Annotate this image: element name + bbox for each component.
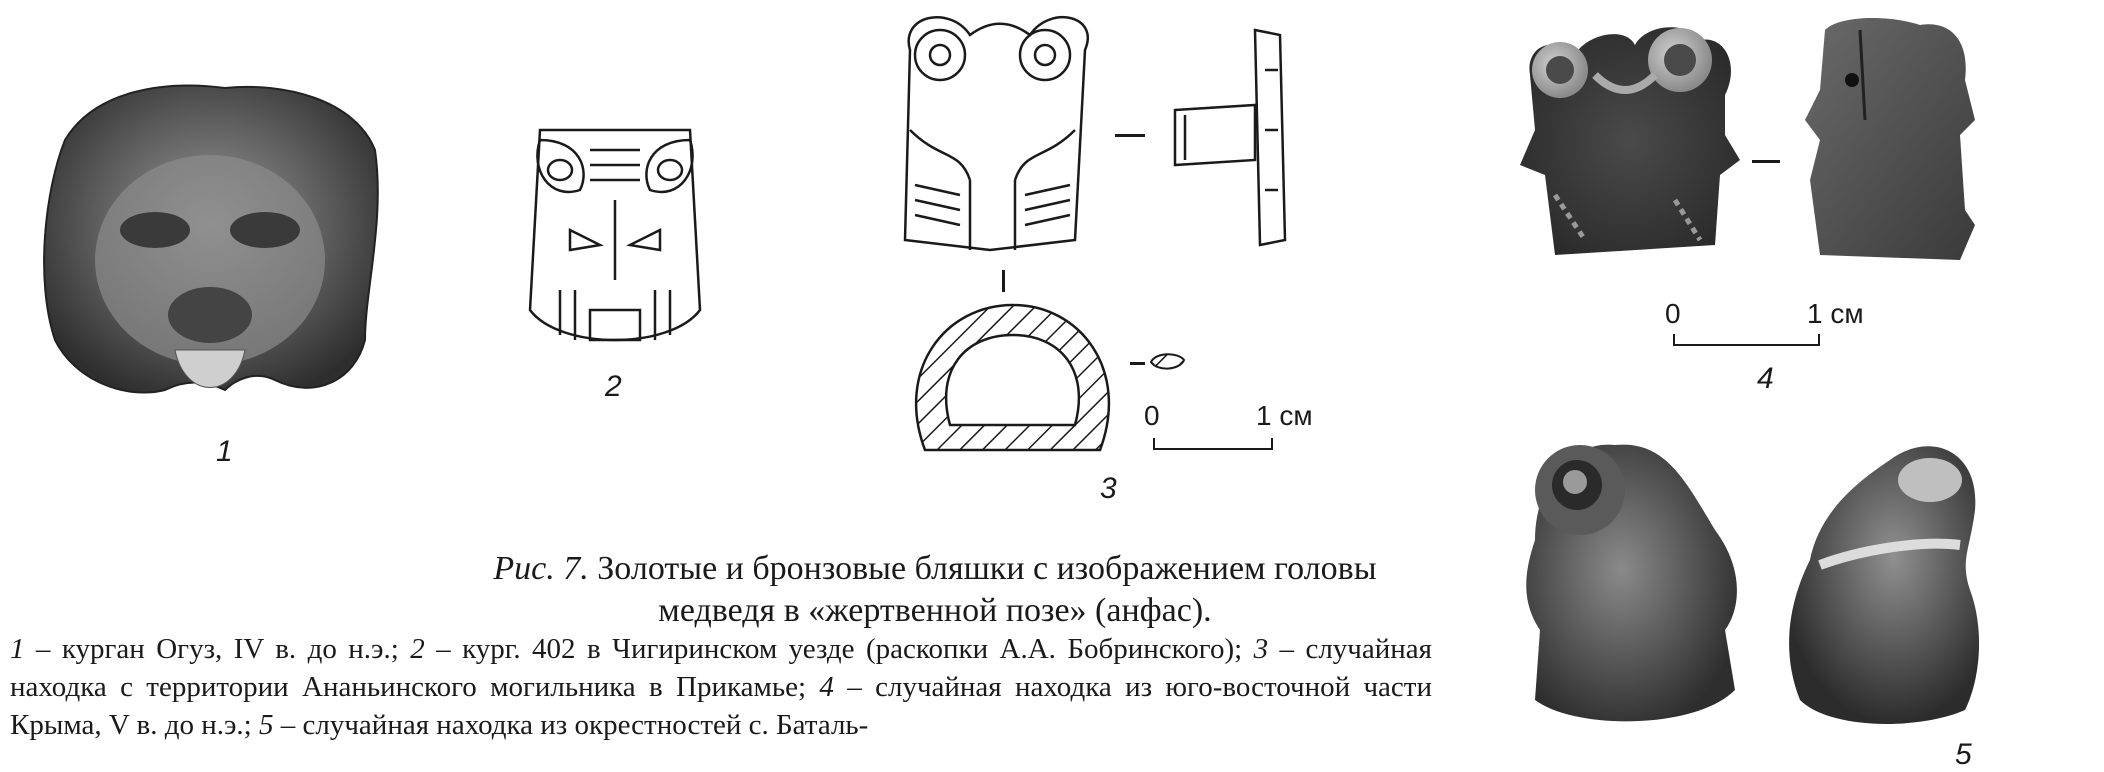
figure-number-4: 4 (1757, 362, 1774, 395)
scale-b-bar (1673, 344, 1820, 346)
figure-1-bear-head-plaque (35, 80, 385, 415)
scale-a-zero: 0 (1144, 400, 1160, 431)
scale-b-one: 1 см (1807, 298, 1864, 329)
figure-3-front-view (880, 10, 1100, 260)
figure-3-cross-section (905, 300, 1120, 460)
scale-b-tick-left (1673, 334, 1675, 346)
caption-item-number: 5 (259, 709, 274, 741)
caption-item-number: 4 (819, 671, 834, 703)
scale-a-bar (1153, 448, 1273, 450)
figure-4-photo-front (1515, 15, 1745, 265)
caption-item-number: 2 (410, 633, 425, 665)
caption-item-text: – курган Огуз, IV в. до н.э.; (24, 633, 411, 665)
figure-caption-title (455, 548, 1415, 632)
figure-2-line-drawing-plaque (520, 110, 710, 360)
caption-item-text: – случайная находка из окрестностей с. Баталь- (273, 709, 869, 741)
figure-caption-body (10, 630, 1432, 744)
figure-4-photo-side (1800, 10, 1980, 265)
scale-a-one: 1 см (1256, 400, 1313, 431)
caption-title-text: Золотые и бронзовые бляшки с изображением головы медведя в «жертвенной позе» (анфас). (588, 550, 1377, 629)
figure-number-5: 5 (1955, 738, 1972, 771)
figure-3-dash-2 (1002, 270, 1005, 292)
scale-b-tick-right (1818, 334, 1820, 346)
caption-item-text: – кург. 402 в Чигиринском уезде (раскопки А.А. Бобринского); (424, 633, 1254, 665)
figure-number-1: 1 (216, 435, 233, 468)
scale-b-zero: 0 (1665, 298, 1681, 329)
figure-3-dash-1 (1115, 134, 1145, 137)
figure-4-dash (1752, 160, 1780, 163)
figure-3-small-section (1148, 350, 1188, 375)
figure-number-3: 3 (1100, 472, 1117, 505)
caption-item-text: – случайная находка из юго-восточной части Крыма, V в. до н.э.; (10, 671, 1432, 741)
scale-a-tick-right (1271, 438, 1273, 450)
figure-number-2: 2 (605, 370, 622, 403)
figure-5-photo-right (1780, 430, 1990, 730)
caption-prefix: Рис. 7. (493, 550, 589, 587)
figure-3-dash-3 (1130, 362, 1145, 365)
caption-item-number: 3 (1253, 633, 1269, 665)
scale-a-tick-left (1153, 438, 1155, 450)
caption-item-text: – случайная находка с территории Ананьинского могильника в Прикамье; (10, 633, 1432, 703)
figure-5-photo-left (1515, 430, 1745, 730)
caption-item-number: 1 (10, 633, 25, 665)
figure-3-side-view (1170, 20, 1310, 250)
